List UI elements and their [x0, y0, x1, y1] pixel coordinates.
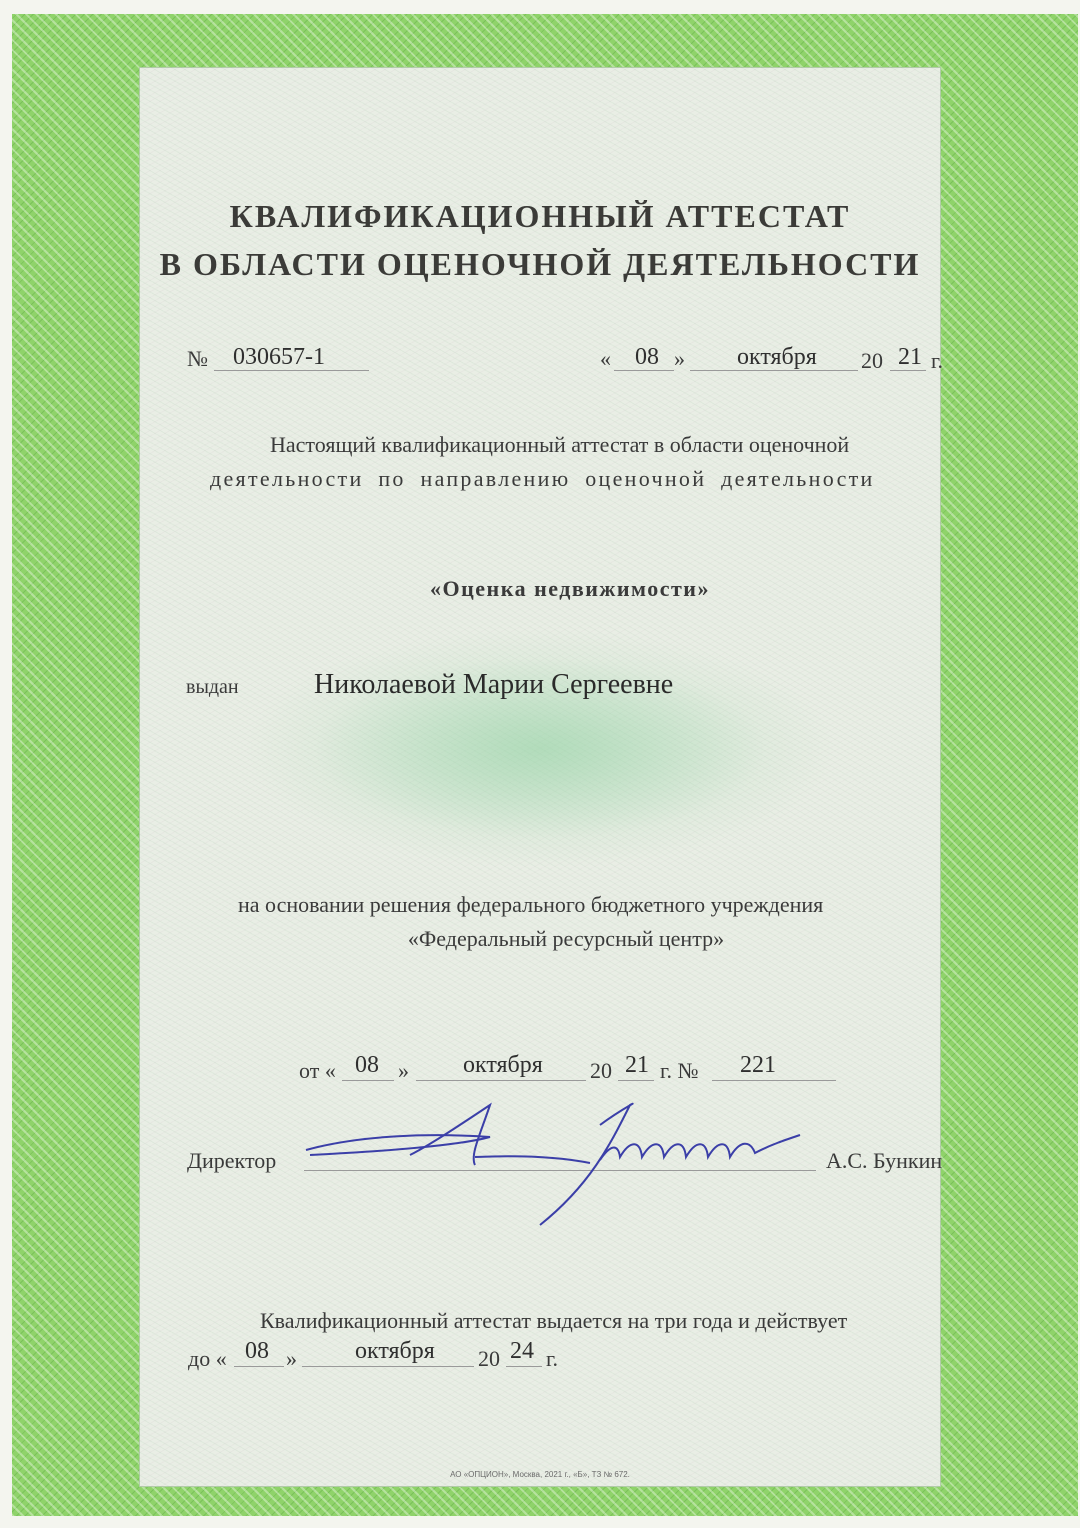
- director-label: Директор: [187, 1148, 277, 1173]
- title-line-1: КВАЛИФИКАЦИОННЫЙ АТТЕСТАТ: [229, 198, 851, 234]
- decision-number: 221: [740, 1052, 776, 1078]
- validity-month: октября: [355, 1338, 435, 1364]
- validity-day: 08: [245, 1338, 269, 1364]
- issued-to-name: Николаевой Марии Сергеевне: [314, 669, 674, 700]
- decision-day: 08: [355, 1052, 379, 1078]
- validity-until-label: до «: [188, 1346, 227, 1371]
- date-year-unit: г.: [931, 348, 944, 373]
- decision-day-underline: [342, 1080, 394, 1081]
- validity-month-underline: [302, 1366, 474, 1367]
- date-year-prefix: 20: [861, 348, 883, 373]
- director-name: А.С. Бункин: [826, 1148, 943, 1173]
- validity-year-unit: г.: [546, 1346, 559, 1371]
- validity-year-underline: [506, 1366, 542, 1367]
- issued-label: выдан: [186, 676, 239, 698]
- basis-line-2: «Федеральный ресурсный центр»: [407, 926, 725, 951]
- date-year-suffix: 21: [898, 344, 922, 370]
- decision-from-label: от «: [299, 1058, 336, 1083]
- date-quote-close: »: [674, 346, 685, 371]
- title-line-2: В ОБЛАСТИ ОЦЕНОЧНОЙ ДЕЯТЕЛЬНОСТИ: [159, 246, 921, 282]
- body-line-1: Настоящий квалификационный аттестат в области оценочной: [270, 432, 850, 457]
- decision-year-suffix: 21: [625, 1052, 649, 1078]
- validity-day-underline: [234, 1366, 284, 1367]
- date-day: 08: [635, 344, 659, 370]
- director-signature: [300, 1085, 820, 1235]
- decision-month-underline: [416, 1080, 586, 1081]
- decision-year-prefix: 20: [590, 1058, 612, 1083]
- validity-year-prefix: 20: [478, 1346, 500, 1371]
- decision-number-underline: [712, 1080, 836, 1081]
- date-quote-open: «: [600, 346, 611, 371]
- validity-quote-close: »: [286, 1346, 297, 1371]
- direction-title: «Оценка недвижимости»: [430, 576, 710, 601]
- certificate-number: 030657-1: [233, 344, 325, 370]
- basis-line-1: на основании решения федерального бюджетного учреждения: [238, 892, 824, 917]
- validity-year-suffix: 24: [510, 1338, 534, 1364]
- decision-year-underline: [618, 1080, 654, 1081]
- validity-line-1: Квалификационный аттестат выдается на три года и действует: [260, 1308, 848, 1333]
- decision-month: октября: [463, 1052, 543, 1078]
- decision-quote-close: »: [398, 1058, 409, 1083]
- date-month: октября: [737, 344, 817, 370]
- printer-imprint: АО «ОПЦИОН», Москва, 2021 г., «Б», ТЗ № 672.: [450, 1470, 630, 1479]
- decision-year-unit: г. №: [660, 1058, 699, 1083]
- number-sign: №: [187, 346, 208, 371]
- body-line-2: деятельности по направлению оценочной деятельности: [210, 466, 875, 491]
